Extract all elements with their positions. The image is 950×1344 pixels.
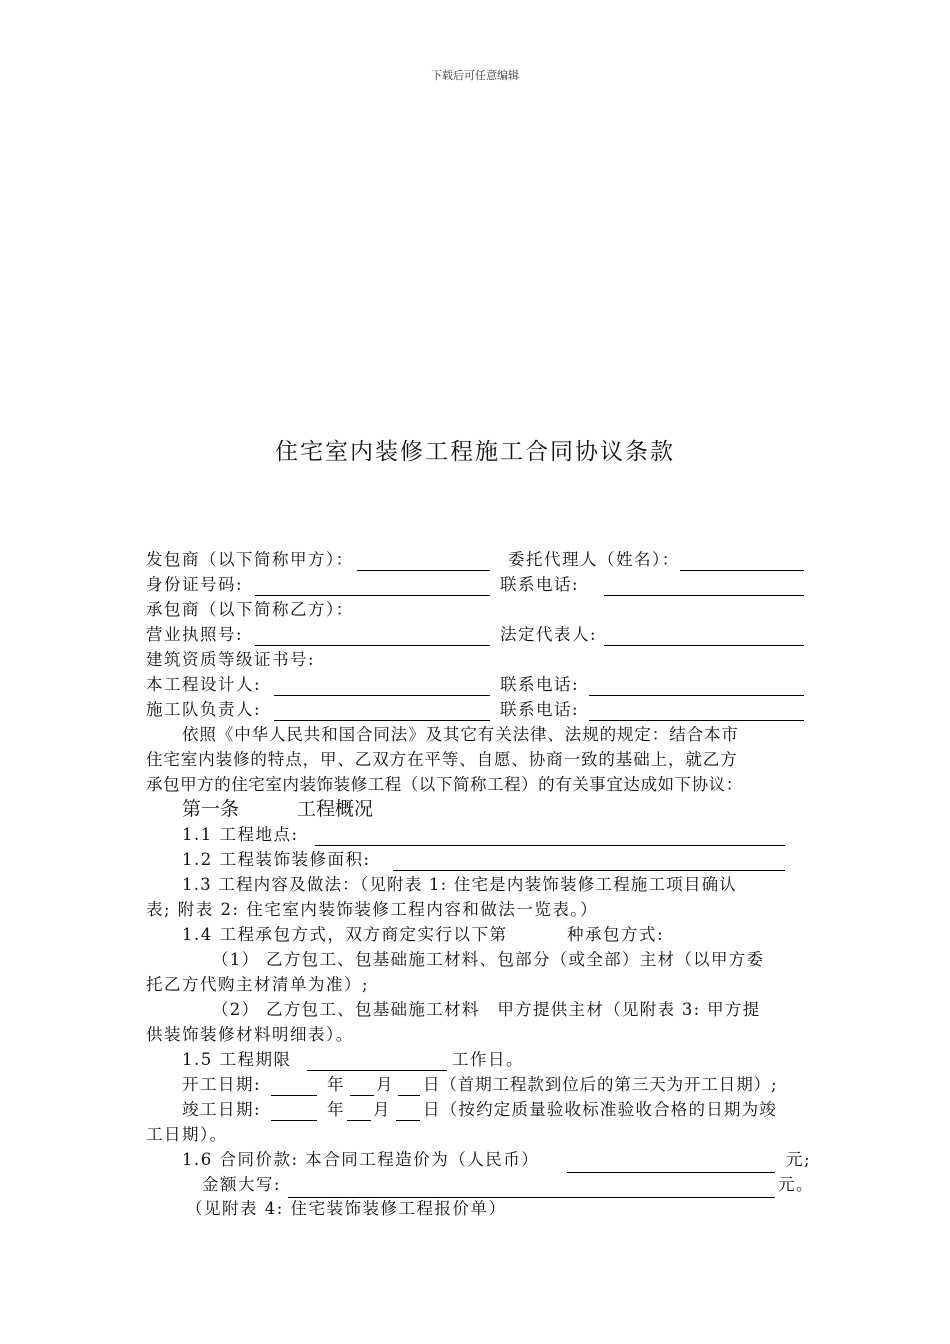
item-1-3-a: 1.3 工程内容及做法：（见附表 1: 住宅是内装饰装修工程施工项目确认 (182, 875, 737, 894)
license-label: 营业执照号: (146, 625, 244, 644)
team-lead-field[interactable] (274, 720, 490, 721)
amount-words-field[interactable] (288, 1197, 775, 1198)
item-1-2: 1.2 工程装饰装修面积: (182, 850, 371, 869)
option-2-a: （2） 乙方包工、包基础施工材料 甲方提供主材（见附表 3: 甲方提 (212, 1000, 761, 1019)
item-1-4-a: 1.4 工程承包方式，双方商定实行以下第 (182, 925, 508, 944)
employer-label: 发包商（以下简称甲方）： (146, 550, 354, 569)
qualification-label: 建筑资质等级证书号: (146, 650, 316, 669)
designer-label: 本工程设计人: (146, 675, 262, 694)
item-1-6: 1.6 合同价款: 本合同工程造价为（人民币） (182, 1150, 540, 1169)
amount-words-label: 金额大写: (202, 1175, 282, 1194)
start-date-note: 日（首期工程款到位后的第三天为开工日期）; (423, 1075, 778, 1094)
item-1-4-b: 种承包方式: (567, 925, 665, 944)
attachment-4-note: （见附表 4: 住宅装饰装修工程报价单） (186, 1199, 507, 1218)
item-1-5-a: 1.5 工程期限 (182, 1050, 292, 1069)
phone2-field[interactable] (589, 695, 804, 696)
location-field[interactable] (315, 845, 785, 846)
legal-rep-label: 法定代表人: (500, 625, 598, 644)
item-1-1: 1.1 工程地点: (182, 825, 299, 844)
end-year-field[interactable] (271, 1120, 317, 1121)
item-1-5-b: 工作日。 (452, 1050, 524, 1069)
agent-label: 委托代理人（姓名）： (508, 550, 680, 569)
end-year-unit: 年 (327, 1100, 345, 1119)
option-1-a: （1） 乙方包工、包基础施工材料、包部分（或全部）主材（以甲方委 (212, 950, 765, 969)
option-2-b: 供装饰装修材料明细表）。 (146, 1025, 354, 1044)
start-month-field[interactable] (350, 1095, 374, 1096)
start-month-unit: 月 (376, 1075, 394, 1094)
area-field[interactable] (393, 870, 785, 871)
end-month-field[interactable] (347, 1120, 371, 1121)
phone1-field[interactable] (604, 595, 804, 596)
team-lead-label: 施工队负责人: (146, 700, 262, 719)
phone3-label: 联系电话: (500, 700, 580, 719)
price-field[interactable] (567, 1172, 775, 1173)
price-unit: 元; (786, 1150, 812, 1169)
article-1-number: 第一条 (182, 798, 240, 820)
end-date-note: 日（按约定质量验收标准验收合格的日期为竣 (423, 1100, 777, 1119)
phone3-field[interactable] (589, 720, 804, 721)
license-field[interactable] (255, 645, 490, 646)
start-day-field[interactable] (398, 1095, 420, 1096)
item-1-3-b: 表; 附表 2: 住宅室内装饰装修工程内容和做法一览表。） (146, 900, 599, 919)
article-1-title: 工程概况 (297, 798, 374, 820)
intro-line-3: 承包甲方的住宅室内装饰装修工程（以下简称工程）的有关事宜达成如下协议： (146, 775, 743, 794)
phone2-label: 联系电话: (500, 675, 580, 694)
end-date-label: 竣工日期: (182, 1100, 262, 1119)
end-date-note-2: 工日期）。 (146, 1125, 228, 1144)
duration-field[interactable] (307, 1070, 447, 1071)
agent-field[interactable] (680, 570, 804, 571)
legal-rep-field[interactable] (604, 645, 804, 646)
intro-line-2: 住宅室内装修的特点，甲、乙双方在平等、自愿、协商一致的基础上，就乙方 (146, 750, 738, 769)
amount-words-unit: 元。 (778, 1175, 814, 1194)
id-field[interactable] (255, 595, 490, 596)
designer-field[interactable] (274, 695, 490, 696)
document-title: 住宅室内装修工程施工合同协议条款 (275, 439, 675, 465)
id-label: 身份证号码: (146, 575, 244, 594)
intro-line-1: 依照《中华人民共和国合同法》及其它有关法律、法规的规定：结合本市 (182, 725, 739, 744)
start-year-unit: 年 (327, 1075, 345, 1094)
phone1-label: 联系电话: (500, 575, 580, 594)
contractor-label: 承包商（以下简称乙方）： (146, 600, 354, 619)
page-header: 下载后可任意编辑 (431, 69, 519, 82)
end-day-field[interactable] (396, 1120, 420, 1121)
start-year-field[interactable] (271, 1095, 317, 1096)
option-1-b: 托乙方代购主材清单为准）; (146, 975, 370, 994)
start-date-label: 开工日期: (182, 1075, 262, 1094)
employer-field[interactable] (357, 570, 490, 571)
end-month-unit: 月 (373, 1100, 391, 1119)
